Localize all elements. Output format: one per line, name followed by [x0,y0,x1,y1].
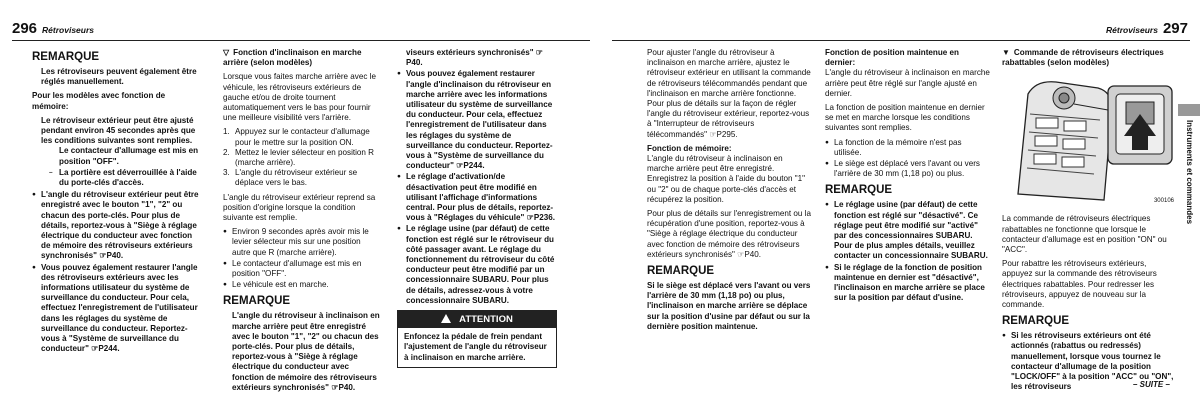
page-header [1101,20,1188,38]
list-item [32,116,202,188]
paragraph: Pour rabattre les rétroviseurs extérieurs, appuyez sur la commande des rétroviseurs électriques rabattables. Pour redresser les rétroviseurs, appuyez de nouveau sur la commande. [1002,259,1157,310]
step-number: 2. [223,147,230,157]
tilt-heading-text: Fonction d'inclinaison en marche arrière (selon modèles) [223,48,362,68]
remark-list-cont [397,48,557,306]
paragraph: La fonction de position maintenue en dernier se met en marche lorsque les conditions suivantes sont remplies. [825,103,985,133]
attention-title: ATTENTION [459,314,513,326]
header-rule [612,40,1190,41]
list-item: ● Le véhicule est en marche. [223,280,380,290]
paragraph: La commande de rétroviseurs électriques rabattables ne fonctionne que lorsque le contacteur d'allumage est en position "ON" ou "ACC". [1002,214,1167,255]
conditions-list [223,227,380,290]
list-item: ● Le réglage usine (par défaut) de cette fonction est réglé sur le rétroviseur du côté passager avant. Le réglage du fonctionnement du rétroviseur du côté conducteur peut être modifié par un concessionnaire SUBARU. Pour plus de détails, adressez-vous à votre concessionnaire SUBARU. [397,224,557,306]
remark-heading: REMARQUE [647,265,715,278]
sub-item: Le contacteur d'allumage est mis en position "OFF". [59,146,199,166]
triangle-icon: ▽ [223,48,230,57]
step-text: Mettez le levier sélecteur en position R (marche arrière). [235,147,375,168]
sub-list [41,146,202,188]
side-tab-text: Instruments et commandes [1185,120,1194,225]
page-header [12,20,99,38]
list-item: ● Vous pouvez également restaurer l'angle d'inclinaison du rétroviseur en marche arrière avec les informations utilisateur du système de surveillance du conducteur. Pour cela, effectuez l'enregistrement de l'utilisateur dans les réglages du système de surveillance du conducteur. Reportez-vous à "Système de surveillance du conducteur" ☞P244. [397,69,557,171]
paragraph: L'angle du rétroviseur à inclinaison en marche arrière peut être réglé sur l'angle ajusté en dernier. [825,68,990,98]
attention-text: Enfoncez la pédale de frein pendant l'ajustement de l'angle du rétroviseur à inclinaison en marche arrière. [404,332,547,362]
section-title: Rétroviseurs [1106,25,1158,35]
paragraph: L'angle du rétroviseur à inclinaison en marche arrière peut être enregistré. Enregistrez la position à l'aide du bouton "1" ou "2" ou de chaque porte-clés d'accès et récupérez la position. [647,154,806,204]
page-number: 297 [1162,20,1188,37]
continued-text: viseurs extérieurs synchronisés" ☞P40. [406,48,544,68]
mirror-switch-illustration [1008,74,1178,208]
list-item: ● La fonction de la mémoire n'est pas utilisée. [825,138,991,158]
paragraph: Pour ajuster l'angle du rétroviseur à inclinaison en marche arrière, ajustez le rétroviseur extérieur en utilisant la commande de rétroviseurs télécommandés pendant que l'inclinaison en marche arrière fonctionne. Pour plus de détails sur la façon de régler l'angle du rétroviseur extérieur, reportez-vous à "Interrupteur de rétroviseurs télécommandés" ☞P295. [647,48,811,139]
remark-heading: REMARQUE [32,51,100,63]
intro-text: Lorsque vous faites marche arrière avec le véhicule, les rétroviseurs extérieurs de gauche et/ou de droite tournent automatiquement vers le bas pour fournir une meilleure visibilité vers l'arrière. [223,72,376,123]
remark-list [825,200,991,303]
list-item: L'angle du rétroviseur à inclinaison en marche arrière peut être enregistré avec le bouton "1", "2" ou chacun des porte-clés. Pour plus de détails, reportez-vous à "Siège à réglage électrique du conducteur avec fonction de mémoire des rétroviseurs extérieurs synchronisés" ☞P40. [232,311,380,392]
list-item: ● Si les rétroviseurs extérieurs ont été actionnés (rabattus ou redressés) manuellement, lorsque vous tournez le contacteur d'allumage de la position "LOCK/OFF" à la position "ACC" ou "ON", les rétroviseurs [1002,331,1174,392]
step-text: L'angle du rétroviseur extérieur se déplace vers le bas. [235,168,358,188]
left-column-3 [397,48,557,398]
remark-heading: REMARQUE [223,295,291,308]
right-column-2 [825,48,991,398]
left-column-1 [32,48,202,398]
step-number: 3. [223,168,230,178]
remark-heading: REMARQUE [825,184,893,197]
paragraph: Pour plus de détails sur l'enregistrement ou la récupération d'une position, reportez-vous à "Siège à réglage électrique du conducteur avec fonction de mémoire des rétroviseurs extérieurs synchronisés" ☞P40. [647,209,811,259]
list-item: ● L'angle du rétroviseur extérieur peut être enregistré avec le bouton "1", "2" ou chacun des porte-clés. Pour plus de détails, reportez-vous à "Siège à réglage électrique du conducteur avec fonction de mémoire des rétroviseurs extérieurs synchronisés" ☞P40. [32,190,202,261]
sub-item: – La portière est déverrouillée à l'aide du porte-clés d'accès. [41,168,202,188]
step-item [223,168,380,188]
folding-heading [1002,48,1174,68]
step-text: Appuyez sur le contacteur d'allumage pour le mettre sur la position ON. [235,127,370,147]
remark-list [223,311,380,393]
warning-icon [441,314,451,323]
steps-list [223,127,380,188]
list-item-text: Le rétroviseur extérieur peut être ajusté pendant environ 45 secondes après que les conditions suivantes sont remplies. [41,115,196,146]
attention-header [398,311,556,328]
remark-list [32,67,202,87]
step-item [223,127,380,147]
left-column-2 [223,48,380,398]
right-column-1 [647,48,811,398]
list-item: ● Le réglage d'activation/de désactivation peut être modifié en utilisant l'affichage d'informations central. Pour plus de détails, reportez-vous à "Réglages du véhicule" ☞P236. [397,172,557,223]
step-number: 1. [223,127,230,137]
tilt-heading [223,48,380,68]
right-page [600,0,1200,402]
page-number: 296 [12,20,38,37]
list-item [397,48,557,68]
side-tab-marker [1178,104,1200,116]
remark-text: Si le siège est déplacé vers l'avant ou vers l'arrière de 30 mm (1,18 po) ou plus, l'inclinaison en marche arrière se déplace sur la position d'usine par défaut ou sur la dernière position maintenue. [647,281,811,331]
mirror-switch-drawing [1008,74,1178,208]
header-rule [12,40,590,41]
last-position-heading: Fonction de position maintenue en dernier: [825,48,959,68]
side-tab-label [1178,120,1200,290]
continued-marker: – SUITE – [1133,380,1170,389]
section-title: Rétroviseurs [42,25,94,35]
list-item: ● Vous pouvez également restaurer l'angle des rétroviseurs extérieurs avec les informations utilisateur du système de surveillance du conducteur. Pour cela, effectuez l'enregistrement de l'utilisateur dans les réglages du système de surveillance du conducteur. Reportez-vous à "Système de surveillance du conducteur" ☞P244. [32,263,202,355]
return-text: L'angle du rétroviseur extérieur reprend sa position d'origine lorsque la condition suivante est remplie. [223,192,376,223]
memory-heading: Pour les modèles avec fonction de mémoire: [32,91,166,111]
list-item: ● Le siège est déplacé vers l'avant ou vers l'arrière de 30 mm (1,18 po) ou plus. [825,159,991,179]
list-item: ● Environ 9 secondes après avoir mis le levier sélecteur mis sur une position autre que R (marche arrière). [223,227,380,258]
triangle-icon: ▼ [1002,48,1010,57]
memory-heading: Fonction de mémoire: [647,143,732,153]
step-item [223,148,380,168]
memory-list [32,116,202,355]
figure-id: 300106 [1153,198,1174,205]
list-item: ● Le réglage usine (par défaut) de cette fonction est réglé sur "désactivé". Ce réglage peut être modifié sur "activé" par des concessionnaires SUBARU. Pour de plus amples détails, veuillez contacter un concessionnaire SUBARU. [825,200,991,261]
folding-heading-text: Commande de rétroviseurs électriques rabattables (selon modèles) [1002,48,1164,68]
list-item: ● Le contacteur d'allumage est mis en position "OFF". [223,259,380,279]
remark-heading: REMARQUE [1002,315,1070,328]
conditions-list [825,138,991,180]
attention-box [397,310,557,368]
list-item: Les rétroviseurs peuvent également être réglés manuellement. [41,67,197,87]
list-item: ● Si le réglage de la fonction de position maintenue en dernier est "désactivé", l'inclinaison en marche arrière se place sur la position par défaut d'usine. [825,263,991,304]
